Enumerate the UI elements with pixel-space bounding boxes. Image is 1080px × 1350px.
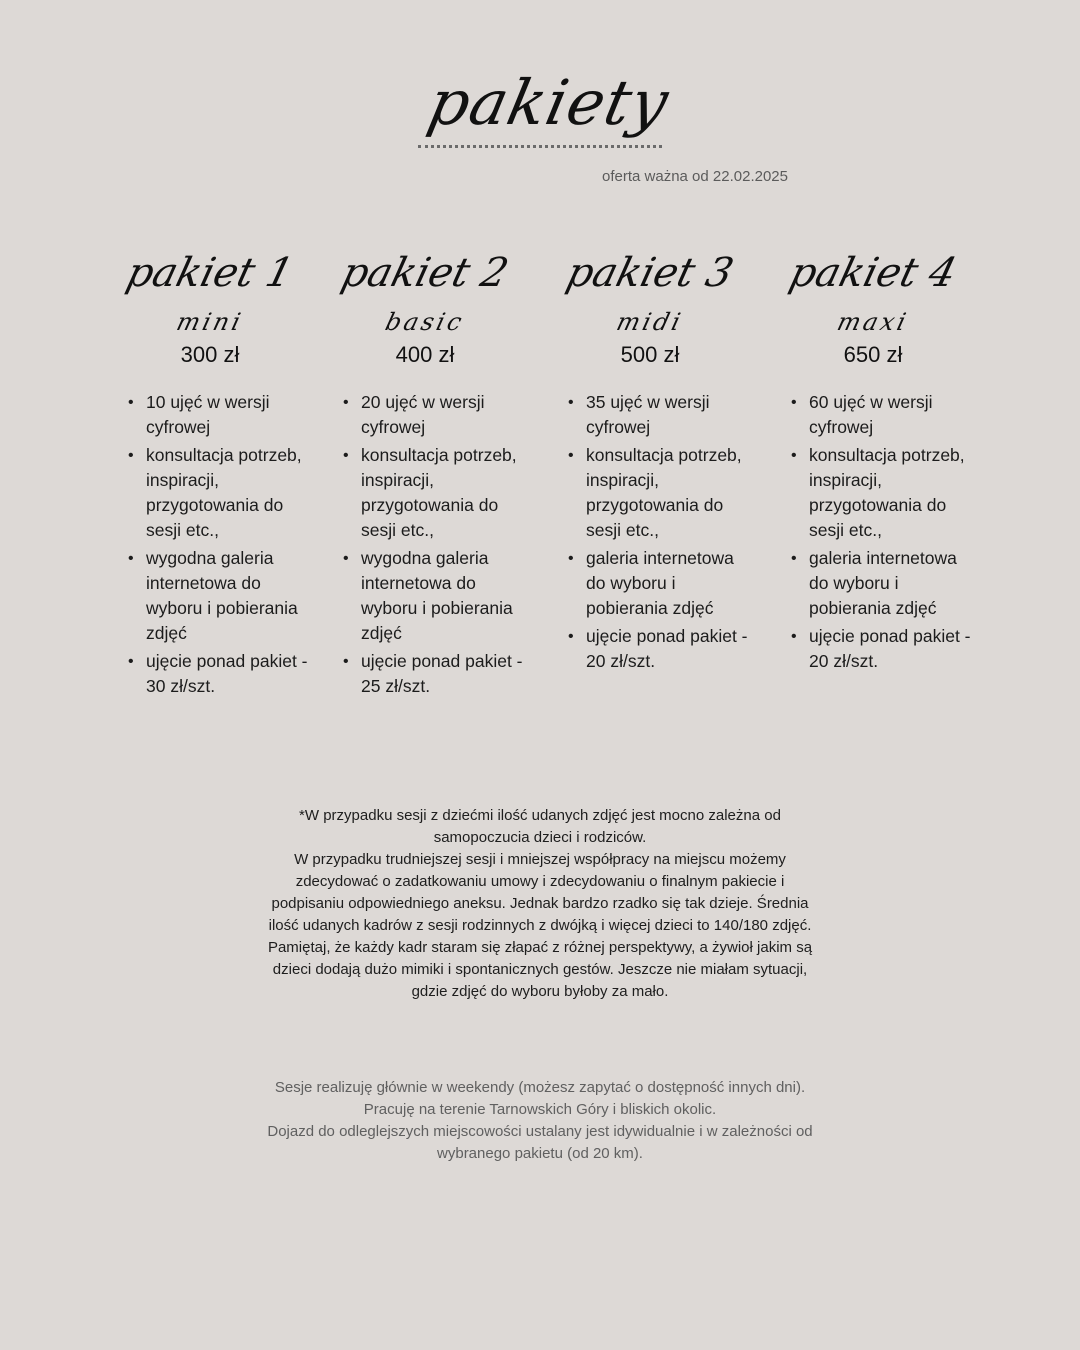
package-title: pakiet 3 xyxy=(562,250,738,296)
note-line: *W przypadku sesji z dziećmi ilość udanych zdjęć jest mocno zależna od xyxy=(299,807,781,824)
package-price: 400 zł xyxy=(395,342,455,367)
page-title: pakiety xyxy=(422,66,676,139)
package-features xyxy=(791,390,976,677)
package-price: 650 zł xyxy=(843,342,903,367)
package-title: pakiet 4 xyxy=(785,250,961,296)
list-item: • 10 ujęć w wersji cyfrowej xyxy=(128,390,313,440)
note-line: W przypadku trudniejszej sesji i mniejszej współpracy na miejscu możemy xyxy=(294,851,786,868)
package-features xyxy=(128,390,313,702)
title-divider xyxy=(418,145,662,148)
footer-info xyxy=(220,1077,860,1165)
footer-line: Dojazd do odleglejszych miejscowości ustalany jest idywidualnie i w zależności od xyxy=(267,1123,813,1140)
list-item: • ujęcie ponad pakiet - 30 zł/szt. xyxy=(128,649,313,699)
package-subtitle: basic xyxy=(382,308,468,336)
offer-validity: oferta ważna od 22.02.2025 xyxy=(602,168,788,185)
list-item: • ujęcie ponad pakiet - 20 zł/szt. xyxy=(568,624,753,674)
note-line: samopoczucia dzieci i rodziców. xyxy=(433,829,647,846)
list-item: • 20 ujęć w wersji cyfrowej xyxy=(343,390,528,440)
list-item: • konsultacja potrzeb, inspiracji, przygotowania do sesji etc., xyxy=(568,443,753,543)
list-item: • galeria internetowa do wyboru i pobierania zdjęć xyxy=(568,546,753,621)
note-line: zdecydować o zadatkowaniu umowy i zdecydowaniu o finalnym pakiecie i xyxy=(295,873,785,890)
list-item: • konsultacja potrzeb, inspiracji, przygotowania do sesji etc., xyxy=(128,443,313,543)
note-line: podpisaniu odpowiedniego aneksu. Jednak bardzo rzadko się tak dzieje. Średnia xyxy=(271,895,809,912)
children-session-note xyxy=(215,805,865,1003)
list-item: • konsultacja potrzeb, inspiracji, przygotowania do sesji etc., xyxy=(343,443,528,543)
list-item: • wygodna galeria internetowa do wyboru i pobierania zdjęć xyxy=(128,546,313,646)
list-item: • ujęcie ponad pakiet - 25 zł/szt. xyxy=(343,649,528,699)
list-item: • ujęcie ponad pakiet - 20 zł/szt. xyxy=(791,624,976,674)
note-line: ilość udanych kadrów z sesji rodzinnych z dwójką i więcej dzieci to 140/180 zdjęć. xyxy=(268,917,812,934)
package-price: 300 zł xyxy=(180,342,240,367)
list-item: • 60 ujęć w wersji cyfrowej xyxy=(791,390,976,440)
package-subtitle: mini xyxy=(173,308,247,336)
package-features xyxy=(343,390,528,702)
package-features xyxy=(568,390,753,677)
note-line: gdzie zdjęć do wyboru byłoby za mało. xyxy=(411,983,669,1000)
package-subtitle: maxi xyxy=(834,308,912,336)
list-item: • galeria internetowa do wyboru i pobierania zdjęć xyxy=(791,546,976,621)
package-price: 500 zł xyxy=(620,342,680,367)
footer-line: Pracuję na terenie Tarnowskich Góry i bliskich okolic. xyxy=(363,1101,717,1118)
package-title: pakiet 1 xyxy=(122,250,298,296)
list-item: • 35 ujęć w wersji cyfrowej xyxy=(568,390,753,440)
note-line: Pamiętaj, że każdy kadr staram się złapać z różnej perspektywy, a żywioł jakim są xyxy=(267,939,813,956)
list-item: • wygodna galeria internetowa do wyboru i pobierania zdjęć xyxy=(343,546,528,646)
list-item: • konsultacja potrzeb, inspiracji, przygotowania do sesji etc., xyxy=(791,443,976,543)
package-subtitle: midi xyxy=(613,308,687,336)
package-title: pakiet 2 xyxy=(337,250,513,296)
note-line: dzieci dodają dużo mimiki i spontanicznych gestów. Jeszcze nie miałam sytuacji, xyxy=(272,961,808,978)
footer-line: wybranego pakietu (od 20 km). xyxy=(437,1145,643,1162)
footer-line: Sesje realizuję głównie w weekendy (możesz zapytać o dostępność innych dni). xyxy=(274,1079,806,1096)
